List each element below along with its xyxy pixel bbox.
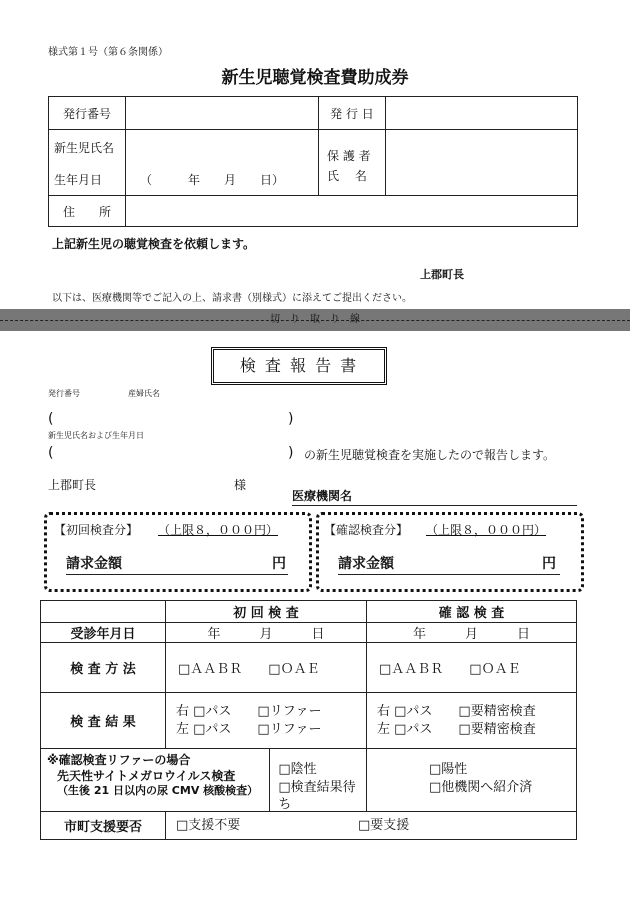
confirm-result-cell[interactable]: [367, 693, 577, 749]
cmv-pending[interactable]: □検査結果待ち: [278, 779, 356, 813]
report-sentence: の新生児聴覚検査を実施したので報告します。: [304, 448, 556, 462]
paren-close-1: ): [288, 411, 294, 427]
paren-open-2: (: [48, 445, 54, 461]
col-initial: 初 回 検 査: [166, 601, 367, 623]
guardian-label-2: 氏 名: [327, 169, 367, 183]
initial-label: 【初回検査分】: [54, 523, 139, 537]
report-title: 検 査 報 告 書: [239, 356, 359, 375]
baby-name-cell: [49, 130, 126, 196]
support-label: 市町支援要否: [41, 812, 166, 840]
support-no[interactable]: □支援不要: [176, 818, 241, 833]
cmv-right-options[interactable]: [367, 749, 577, 812]
cmv-referred[interactable]: □他機関へ紹介済: [429, 779, 533, 795]
guardian-label-1: 保 護 者: [327, 149, 371, 163]
cmv-label-3: （生後 21 日以内の尿 CMV 核酸検査）: [57, 784, 259, 798]
institution-underline: [292, 505, 577, 506]
row-date-label: 受診年月日: [41, 623, 166, 643]
issue-date-field[interactable]: [386, 97, 578, 130]
address-label: 住 所: [49, 196, 126, 227]
baby-name-field[interactable]: [126, 130, 319, 196]
report-issue-no-label: 発行番号: [48, 389, 80, 398]
sama: 様: [234, 478, 247, 492]
request-text: 上記新生児の聴覚検査を依頼します。: [52, 237, 256, 251]
birth-date-label: 生年月日: [54, 173, 103, 187]
baby-info-label: 新生児氏名および生年月日: [48, 431, 144, 440]
paren-open-1: (: [48, 411, 54, 427]
form-id: 様式第１号（第６条関係）: [48, 47, 168, 58]
addressee: 上郡町長: [48, 478, 97, 492]
initial-limit: （上限８，０００円）: [158, 523, 279, 537]
col-confirm: 確 認 検 査: [367, 601, 577, 623]
guardian-name-field[interactable]: [386, 130, 578, 196]
birth-date-value: （ 年 月 日）: [140, 173, 285, 187]
initial-left-ear[interactable]: 左 □パス □リファー: [176, 721, 322, 737]
cmv-label-1: ※確認検査リファーの場合: [47, 753, 191, 767]
issue-date-label: 発 行 日: [319, 97, 386, 130]
support-yes[interactable]: □要支援: [358, 818, 410, 833]
guardian-label-cell: [319, 130, 386, 196]
report-title-box: [211, 347, 387, 385]
confirm-limit: （上限８，０００円）: [426, 523, 547, 537]
confirm-amount-label: 請求金額: [338, 556, 394, 572]
paren-close-2: ): [288, 445, 294, 461]
baby-name-label: 新生児氏名: [54, 141, 115, 155]
confirm-method[interactable]: □ＡＡＢＲ □ＯＡＥ: [367, 643, 577, 693]
support-options[interactable]: [166, 812, 577, 840]
row-result-label: 検 査 結 果: [41, 693, 166, 749]
initial-method[interactable]: □ＡＡＢＲ □ＯＡＥ: [166, 643, 367, 693]
cmv-label-2: 先天性サイトメガロウイルス検査: [57, 768, 236, 783]
voucher-table: [48, 96, 578, 227]
address-field[interactable]: [126, 196, 578, 227]
confirm-amount-underline[interactable]: [338, 574, 560, 575]
confirm-date-field[interactable]: 年 月 日: [367, 623, 577, 643]
mayor-sign: 上郡町長: [420, 268, 464, 281]
confirm-label: 【確認検査分】: [324, 523, 409, 537]
cmv-positive[interactable]: □陽性: [429, 762, 468, 777]
page-title: 新生児聴覚検査費助成券: [221, 68, 409, 88]
cmv-label-cell: [41, 749, 270, 811]
issue-no-field[interactable]: [126, 97, 319, 130]
header-empty-cell: [41, 601, 166, 623]
confirm-yen: 円: [542, 556, 556, 572]
results-table: [40, 600, 577, 840]
cmv-left-options[interactable]: [270, 749, 366, 811]
issue-no-label: 発行番号: [49, 97, 126, 130]
initial-amount-label: 請求金額: [66, 556, 122, 572]
initial-right-ear[interactable]: 右 □パス □リファー: [176, 703, 322, 719]
institution-label: 医療機関名: [292, 489, 353, 503]
confirm-right-ear[interactable]: 右 □パス □要精密検査: [377, 703, 536, 719]
mother-name-label: 産婦氏名: [128, 389, 160, 398]
confirm-left-ear[interactable]: 左 □パス □要精密検査: [377, 721, 536, 737]
initial-yen: 円: [272, 556, 286, 572]
initial-date-field[interactable]: 年 月 日: [166, 623, 367, 643]
cmv-row: [41, 749, 367, 812]
cut-label: 切 り 取 り 線: [270, 314, 360, 325]
row-method-label: 検 査 方 法: [41, 643, 166, 693]
cmv-negative[interactable]: □陰性: [278, 762, 317, 777]
initial-amount-underline[interactable]: [66, 574, 288, 575]
instruction-text: 以下は、医療機関等でご記入の上、請求書（別様式）に添えてご提出ください。: [52, 293, 412, 304]
initial-result-cell[interactable]: [166, 693, 367, 749]
